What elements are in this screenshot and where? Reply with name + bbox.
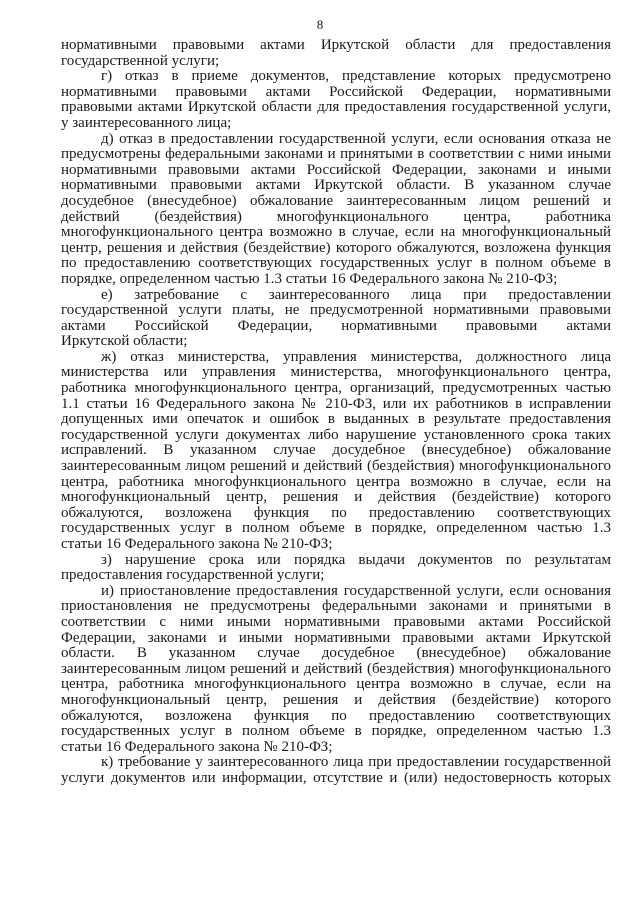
paragraph-i: [61, 584, 611, 756]
text-line: к) требование у заинтересованного лица при предоставлении государственной: [101, 755, 611, 771]
text-line: нормативными правовыми актами Иркутской области для предоставления: [61, 38, 611, 53]
paragraph-zh: [61, 350, 611, 553]
text-line: порядке, определенном частью 1.3 статьи 16 Федерального закона № 210-ФЗ;: [61, 271, 558, 287]
paragraph-e: [61, 288, 611, 350]
text-line: заинтересованным лицом решений и действий (бездействия) многофункционального: [61, 661, 611, 677]
text-line: работника многофункционального центра, организаций, предусмотренных частью: [61, 381, 611, 397]
text-line: многофункциональный центр, решения и действия (бездействие) которого: [61, 490, 611, 506]
paragraph-z: [61, 553, 611, 584]
text-line: предусмотрены федеральными законами и принятыми в соответствии с ними иными: [61, 147, 611, 163]
text-line: обжалуются, возложена функция по предоставлению соответствующих: [61, 505, 611, 521]
paragraph-g: [61, 69, 611, 131]
text-line: соответствии с ними иными нормативными правовыми актами Российской: [61, 614, 611, 630]
text-line: статьи 16 Федерального закона № 210-ФЗ;: [61, 739, 333, 755]
text-line: е) затребование с заинтересованного лица при предоставлении: [101, 287, 611, 303]
text-line: центра, работника многофункционального центра возможно в случае, если на: [61, 474, 611, 490]
text-line: министерства или управления министерства, многофункционального центра,: [61, 365, 611, 381]
text-line: исправлений. В указанном случае досудебное (внесудебное) обжалование: [61, 443, 611, 459]
text-line: и) приостановление предоставления государственной услуги, если основания: [101, 583, 611, 599]
text-line: заинтересованным лицом решений и действий (бездействия) многофункционального: [61, 459, 611, 475]
text-line: центра, работника многофункционального центра возможно в случае, если на: [61, 677, 611, 693]
paragraph-k: [61, 755, 611, 786]
text-line: правовыми актами Иркутской области для предоставления государственной услуги,: [61, 100, 611, 116]
text-line: у заинтересованного лица;: [61, 115, 232, 131]
text-line: многофункциональный центр, решения и действия (бездействие) которого: [61, 692, 611, 708]
text-line: обжалуются, возложена функция по предоставлению соответствующих: [61, 708, 611, 724]
paragraph-cont: [61, 38, 611, 69]
text-line: по предоставлению соответствующих государственных услуг в полном объеме в: [61, 256, 611, 272]
text-line: ж) отказ министерства, управления министерства, должностного лица: [101, 349, 611, 365]
text-line: нормативными правовыми актами Российской Федерации, законами и иными: [61, 162, 611, 178]
page-number: 8: [316, 17, 324, 32]
text-line: д) отказ в предоставлении государственной услуги, если основания отказа не: [101, 131, 611, 147]
text-line: г) отказ в приеме документов, представление которых предусмотрено: [101, 69, 611, 85]
text-line: государственных услуг в полном объеме в порядке, определенном частью 1.3: [61, 521, 611, 537]
text-line: 1.1 статьи 16 Федерального закона № 210-ФЗ, или их работников в исправлении: [61, 396, 611, 412]
text-line: предоставления государственной услуги;: [61, 568, 325, 584]
text-line: Федерации, законами и иными нормативными правовыми актами Иркутской: [61, 630, 611, 646]
text-line: з) нарушение срока или порядка выдачи документов по результатам: [101, 552, 611, 568]
text-line: действий (бездействия) многофункционального центра, работника: [61, 209, 611, 225]
text-line: многофункционального центра возможно в случае, если на многофункциональный: [61, 225, 611, 241]
text-line: допущенных ими опечаток и ошибок в выданных в результате предоставления: [61, 412, 611, 428]
text-line: государственной услуги платы, не предусмотренной нормативными правовыми: [61, 303, 611, 319]
text-line: актами Российской Федерации, нормативными правовыми актами: [61, 318, 611, 334]
text-line: государственных услуг в полном объеме в порядке, определенном частью 1.3: [61, 724, 611, 740]
paragraph-d: [61, 132, 611, 288]
text-line: государственной услуги документах либо нарушение установленного срока таких: [61, 427, 611, 443]
text-line: нормативными правовыми актами Российской Федерации, нормативными: [61, 84, 611, 100]
text-line: области. В указанном случае досудебное (внесудебное) обжалование: [61, 646, 611, 662]
text-line: услуги документов или информации, отсутствие и (или) недостоверность которых: [61, 770, 611, 786]
text-line: досудебное (внесудебное) обжалование заинтересованным лицом решений и: [61, 193, 611, 209]
text-line: государственной услуги;: [61, 53, 220, 69]
text-line: статьи 16 Федерального закона № 210-ФЗ;: [61, 537, 333, 552]
text-line: приостановления не предусмотрены федеральными законами и принятыми в: [61, 599, 611, 615]
document-body: [61, 38, 611, 787]
text-line: центр, решения и действия (бездействие) которого обжалуются, возложена функция: [61, 240, 611, 256]
text-line: Иркутской области;: [61, 334, 188, 350]
text-line: нормативными правовыми актами Иркутской области. В указанном случае: [61, 178, 611, 194]
